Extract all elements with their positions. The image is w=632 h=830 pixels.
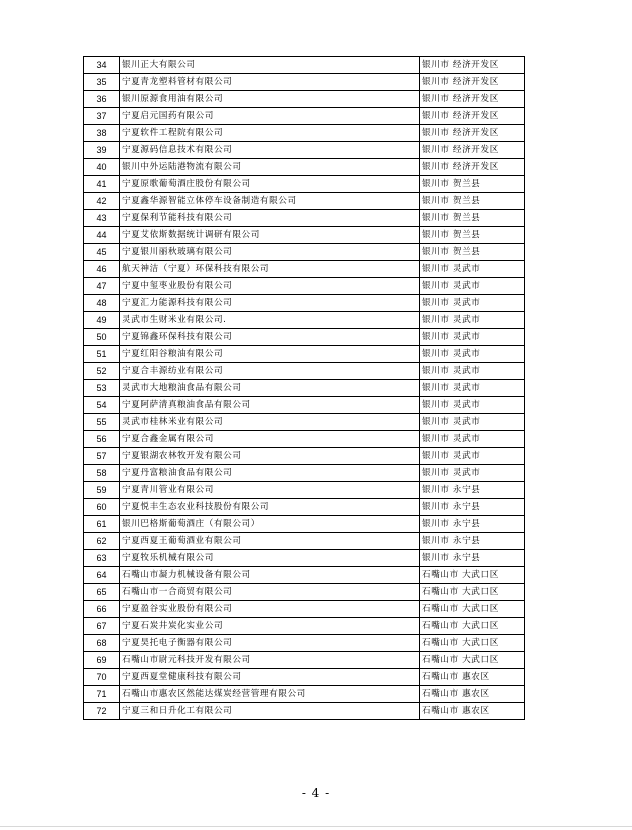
table-row [84, 159, 525, 176]
company-region: 银川市 经济开发区 [420, 74, 525, 91]
company-region: 石嘴山市 大武口区 [420, 601, 525, 618]
company-region: 银川市 灵武市 [420, 448, 525, 465]
company-region: 银川市 贺兰县 [420, 176, 525, 193]
company-name: 宁夏牧乐机械有限公司 [120, 550, 420, 567]
table-row [84, 74, 525, 91]
company-name: 宁夏合丰源纺业有限公司 [120, 363, 420, 380]
company-name: 宁夏青龙塑料管材有限公司 [120, 74, 420, 91]
company-name: 宁夏红阳谷粮油有限公司 [120, 346, 420, 363]
company-list-body [84, 57, 525, 720]
row-number: 35 [84, 74, 120, 91]
company-region: 银川市 经济开发区 [420, 142, 525, 159]
row-number: 47 [84, 278, 120, 295]
company-name: 石嘴山市凝力机械设备有限公司 [120, 567, 420, 584]
table-row [84, 312, 525, 329]
table-row [84, 584, 525, 601]
row-number: 34 [84, 57, 120, 74]
company-region: 银川市 永宁县 [420, 516, 525, 533]
row-number: 56 [84, 431, 120, 448]
company-name: 航天神洁（宁夏）环保科技有限公司 [120, 261, 420, 278]
table-row [84, 601, 525, 618]
row-number: 58 [84, 465, 120, 482]
company-region: 银川市 经济开发区 [420, 159, 525, 176]
row-number: 64 [84, 567, 120, 584]
row-number: 53 [84, 380, 120, 397]
row-number: 40 [84, 159, 120, 176]
row-number: 49 [84, 312, 120, 329]
company-name: 宁夏盈谷实业股份有限公司 [120, 601, 420, 618]
company-region: 石嘴山市 大武口区 [420, 618, 525, 635]
row-number: 65 [84, 584, 120, 601]
table-row [84, 567, 525, 584]
company-region: 银川市 灵武市 [420, 414, 525, 431]
company-name: 银川中外运陆港物流有限公司 [120, 159, 420, 176]
row-number: 71 [84, 686, 120, 703]
company-name: 宁夏丹富粮油食品有限公司 [120, 465, 420, 482]
row-number: 61 [84, 516, 120, 533]
table-row [84, 448, 525, 465]
table-row [84, 703, 525, 720]
table-row [84, 652, 525, 669]
company-name: 宁夏启元国药有限公司 [120, 108, 420, 125]
row-number: 72 [84, 703, 120, 720]
row-number: 39 [84, 142, 120, 159]
table-row [84, 618, 525, 635]
company-name: 宁夏西夏王葡萄酒业有限公司 [120, 533, 420, 550]
company-region: 银川市 经济开发区 [420, 57, 525, 74]
row-number: 52 [84, 363, 120, 380]
company-name: 宁夏昊托电子衡器有限公司 [120, 635, 420, 652]
table-row [84, 244, 525, 261]
company-name: 宁夏保利节能科技有限公司 [120, 210, 420, 227]
company-list-table [83, 56, 525, 720]
company-region: 石嘴山市 惠农区 [420, 703, 525, 720]
company-name: 宁夏阿萨清真粮油食品有限公司 [120, 397, 420, 414]
company-region: 银川市 灵武市 [420, 261, 525, 278]
table-row [84, 380, 525, 397]
company-name: 宁夏原歌葡萄酒庄股份有限公司 [120, 176, 420, 193]
table-row [84, 295, 525, 312]
company-name: 宁夏西夏堂健康科技有限公司 [120, 669, 420, 686]
page-bottom-divider [0, 826, 632, 827]
table-row [84, 414, 525, 431]
company-name: 宁夏源码信息技术有限公司 [120, 142, 420, 159]
row-number: 54 [84, 397, 120, 414]
table-row [84, 346, 525, 363]
company-region: 银川市 灵武市 [420, 431, 525, 448]
table-row [84, 210, 525, 227]
company-region: 银川市 永宁县 [420, 499, 525, 516]
table-row [84, 261, 525, 278]
company-region: 银川市 永宁县 [420, 533, 525, 550]
company-region: 银川市 贺兰县 [420, 227, 525, 244]
company-name: 宁夏软件工程院有限公司 [120, 125, 420, 142]
row-number: 46 [84, 261, 120, 278]
company-name: 宁夏锦鑫环保科技有限公司 [120, 329, 420, 346]
table-row [84, 91, 525, 108]
row-number: 55 [84, 414, 120, 431]
company-region: 银川市 永宁县 [420, 550, 525, 567]
page-number: - 4 - [301, 786, 331, 800]
row-number: 51 [84, 346, 120, 363]
company-region: 银川市 灵武市 [420, 380, 525, 397]
table-row [84, 397, 525, 414]
company-region: 石嘴山市 大武口区 [420, 652, 525, 669]
table-row [84, 499, 525, 516]
company-region: 银川市 灵武市 [420, 329, 525, 346]
company-region: 石嘴山市 大武口区 [420, 567, 525, 584]
company-region: 银川市 灵武市 [420, 346, 525, 363]
row-number: 60 [84, 499, 120, 516]
company-region: 银川市 灵武市 [420, 397, 525, 414]
company-region: 银川市 经济开发区 [420, 91, 525, 108]
company-name: 灵武市大地粮油食品有限公司 [120, 380, 420, 397]
table-row [84, 193, 525, 210]
company-name: 银川正大有限公司 [120, 57, 420, 74]
row-number: 36 [84, 91, 120, 108]
row-number: 38 [84, 125, 120, 142]
company-region: 石嘴山市 大武口区 [420, 584, 525, 601]
row-number: 50 [84, 329, 120, 346]
row-number: 43 [84, 210, 120, 227]
row-number: 48 [84, 295, 120, 312]
company-region: 银川市 灵武市 [420, 295, 525, 312]
row-number: 44 [84, 227, 120, 244]
company-region: 银川市 贺兰县 [420, 244, 525, 261]
company-region: 银川市 灵武市 [420, 465, 525, 482]
row-number: 57 [84, 448, 120, 465]
table-row [84, 516, 525, 533]
company-name: 宁夏鑫华源智能立体停车设备制造有限公司 [120, 193, 420, 210]
company-name: 宁夏艾依斯数据统计调研有限公司 [120, 227, 420, 244]
company-name: 宁夏石炭井炭化实业公司 [120, 618, 420, 635]
table-row [84, 227, 525, 244]
company-region: 银川市 经济开发区 [420, 108, 525, 125]
table-row [84, 686, 525, 703]
row-number: 68 [84, 635, 120, 652]
company-region: 银川市 经济开发区 [420, 125, 525, 142]
company-region: 银川市 灵武市 [420, 363, 525, 380]
table-row [84, 550, 525, 567]
company-region: 银川市 灵武市 [420, 312, 525, 329]
company-name: 灵武市生财米业有限公司. [120, 312, 420, 329]
company-name: 银川原源食用油有限公司 [120, 91, 420, 108]
table-row [84, 465, 525, 482]
company-name: 宁夏中玺枣业股份有限公司 [120, 278, 420, 295]
table-row [84, 533, 525, 550]
table-row [84, 431, 525, 448]
table-row [84, 108, 525, 125]
company-region: 银川市 贺兰县 [420, 210, 525, 227]
company-name: 宁夏悦丰生态农业科技股份有限公司 [120, 499, 420, 516]
company-name: 石嘴山市惠农区然能达煤炭经营管理有限公司 [120, 686, 420, 703]
company-name: 宁夏汇力能源科技有限公司 [120, 295, 420, 312]
company-region: 石嘴山市 惠农区 [420, 669, 525, 686]
table-row [84, 329, 525, 346]
company-region: 银川市 永宁县 [420, 482, 525, 499]
company-region: 石嘴山市 惠农区 [420, 686, 525, 703]
company-name: 石嘴山市一合商贸有限公司 [120, 584, 420, 601]
table-row [84, 669, 525, 686]
company-region: 银川市 灵武市 [420, 278, 525, 295]
company-name: 宁夏银川丽秋玻璃有限公司 [120, 244, 420, 261]
company-name: 宁夏青川管业有限公司 [120, 482, 420, 499]
table-row [84, 142, 525, 159]
company-name: 宁夏三和日升化工有限公司 [120, 703, 420, 720]
company-region: 石嘴山市 大武口区 [420, 635, 525, 652]
table-row [84, 278, 525, 295]
table-row [84, 482, 525, 499]
row-number: 37 [84, 108, 120, 125]
row-number: 42 [84, 193, 120, 210]
table-row [84, 363, 525, 380]
row-number: 69 [84, 652, 120, 669]
company-name: 石嘴山市尉元科技开发有限公司 [120, 652, 420, 669]
row-number: 66 [84, 601, 120, 618]
row-number: 63 [84, 550, 120, 567]
company-name: 宁夏银湖农林牧开发有限公司 [120, 448, 420, 465]
table-row [84, 125, 525, 142]
row-number: 59 [84, 482, 120, 499]
table-row [84, 176, 525, 193]
company-name: 灵武市桂林米业有限公司 [120, 414, 420, 431]
row-number: 67 [84, 618, 120, 635]
company-name: 银川巴格斯葡萄酒庄（有限公司） [120, 516, 420, 533]
company-region: 银川市 贺兰县 [420, 193, 525, 210]
company-name: 宁夏合鑫金属有限公司 [120, 431, 420, 448]
table-row [84, 57, 525, 74]
row-number: 45 [84, 244, 120, 261]
row-number: 41 [84, 176, 120, 193]
table-row [84, 635, 525, 652]
row-number: 62 [84, 533, 120, 550]
row-number: 70 [84, 669, 120, 686]
